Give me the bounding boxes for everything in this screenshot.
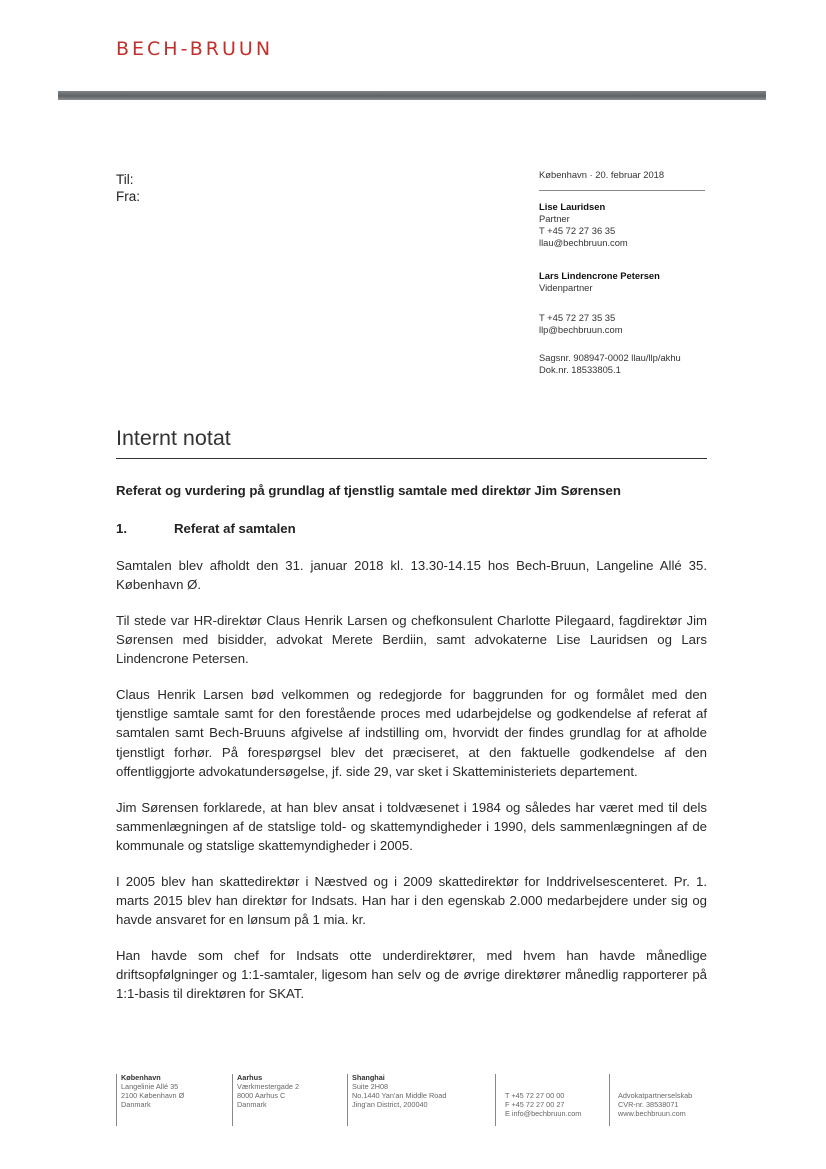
company-website[interactable]: www.bechbruun.com: [618, 1109, 686, 1119]
person2-contact: [539, 312, 711, 336]
paragraph: Claus Henrik Larsen bød velkommen og redegjorde for baggrunden for og formålet med den tjenstlige samtale samt for den forestående proces med udarbejdelse og godkendelse af referat af samtalen samt Bech-Bruuns afgivelse af indstilling om, hvorvidt der findes grundlag for at afholde tjenstligt forhør. På forespørgsel blev det præciseret, at den faktuelle godkendelse af den offentliggjorte advokatundersøgelse, jf. side 29, var sket i Skatteministeriets departement.: [116, 687, 707, 779]
company-logo: BECH-BRUUN: [116, 38, 274, 60]
office-city: Shanghai: [352, 1073, 385, 1082]
person2-name: Lars Lindencrone Petersen: [539, 270, 660, 281]
section-title: Referat af samtalen: [174, 521, 296, 536]
fra-label: Fra:: [116, 189, 141, 204]
footer-phone: T +45 72 27 00 00: [505, 1091, 565, 1100]
case-number: Sagsnr. 908947-0002 llau/llp/akhu: [539, 352, 681, 363]
office-address: Suite 2H08: [352, 1082, 389, 1092]
paragraph: Samtalen blev afholdt den 31. januar 2018 kl. 13.30-14.15 hos Bech-Bruun, Langeline Allé 35. København Ø.: [116, 558, 707, 593]
office-address: Langelinie Allé 35: [121, 1082, 179, 1092]
office-country: Danmark: [121, 1100, 151, 1110]
paragraph: Jim Sørensen forklarede, at han blev ansat i toldvæsenet i 1984 og således har været med til dels sammenlægningen af de statslige told- og skattemyndigheder i 1990, dels sammenlægningen af de kommunale og statslige skattemyndigheder i 2005.: [116, 799, 707, 853]
office-city: Aarhus: [237, 1073, 263, 1082]
person2-phone: T +45 72 27 35 35: [539, 312, 616, 323]
document-body: [116, 556, 707, 1020]
office-district: Jing'an District, 200040: [352, 1100, 428, 1110]
footer-office-kobenhavn: [121, 1073, 184, 1109]
person2-email[interactable]: llp@bechbruun.com: [539, 324, 623, 335]
title-rule: [116, 458, 707, 459]
reference-block: [539, 352, 711, 376]
footer-company: [618, 1091, 692, 1118]
office-street: No.1440 Yan'an Middle Road: [352, 1091, 447, 1101]
date-block: [539, 169, 711, 191]
paragraph: Han havde som chef for Indsats otte underdirektører, med hvem han havde månedlige driftsopfølgninger og 1:1-samtaler, ligesom han selv og de øvrige direktører månedlig rapporterer på 1:1-basis til direktøren for SKAT.: [116, 947, 707, 1002]
person2-title: Videnpartner: [539, 282, 593, 293]
section-number: 1.: [116, 521, 127, 536]
company-cvr: CVR-nr. 38538071: [618, 1100, 679, 1110]
office-postcode: 8000 Aarhus C: [237, 1091, 286, 1101]
recipient-block: [116, 171, 140, 205]
footer-divider: [609, 1074, 610, 1126]
place-date: København · 20. februar 2018: [539, 169, 665, 180]
person1-block: [539, 201, 711, 249]
company-type: Advokatpartnerselskab: [618, 1091, 693, 1100]
person1-email[interactable]: llau@bechbruun.com: [539, 237, 628, 248]
office-city: København: [121, 1073, 161, 1082]
footer-email[interactable]: E info@bechbruun.com: [505, 1109, 582, 1119]
person1-title: Partner: [539, 213, 570, 224]
footer-divider: [347, 1074, 348, 1126]
footer-fax: F +45 72 27 00 27: [505, 1100, 565, 1110]
paragraph: Til stede var HR-direktør Claus Henrik Larsen og chefkonsulent Charlotte Pilegaard, fagdirektør Jim Sørensen med bisidder, advokat Merete Berdiin, samt advokaterne Lise Lauridsen og Lars Lindencrone Petersen.: [116, 612, 707, 667]
document-title: Internt notat: [116, 426, 231, 450]
sidebar-divider: [539, 190, 705, 191]
footer-divider: [232, 1074, 233, 1126]
footer-contact: [505, 1091, 581, 1118]
person2-block: [539, 270, 711, 294]
person1-name: Lise Lauridsen: [539, 201, 606, 212]
document-subject: Referat og vurdering på grundlag af tjenstlig samtale med direktør Jim Sørensen: [116, 483, 621, 498]
header-band: [58, 91, 766, 100]
paragraph: I 2005 blev han skattedirektør i Næstved og i 2009 skattedirektør for Inddrivelsescenteret. Pr. 1. marts 2015 blev han direktør for Indsats. Han har i den egenskab 2.000 medarbejdere under sig og havde ansvaret for en lønsum på 1 mia. kr.: [116, 873, 707, 928]
office-address: Værkmestergade 2: [237, 1082, 300, 1092]
person1-phone: T +45 72 27 36 35: [539, 225, 616, 236]
footer-office-shanghai: [352, 1073, 446, 1109]
footer-divider: [116, 1074, 117, 1126]
footer-office-aarhus: [237, 1073, 299, 1109]
footer-divider: [495, 1074, 496, 1126]
office-postcode: 2100 København Ø: [121, 1091, 185, 1101]
til-label: Til:: [116, 172, 134, 187]
office-country: Danmark: [237, 1100, 267, 1110]
doc-number: Dok.nr. 18533805.1: [539, 364, 621, 375]
